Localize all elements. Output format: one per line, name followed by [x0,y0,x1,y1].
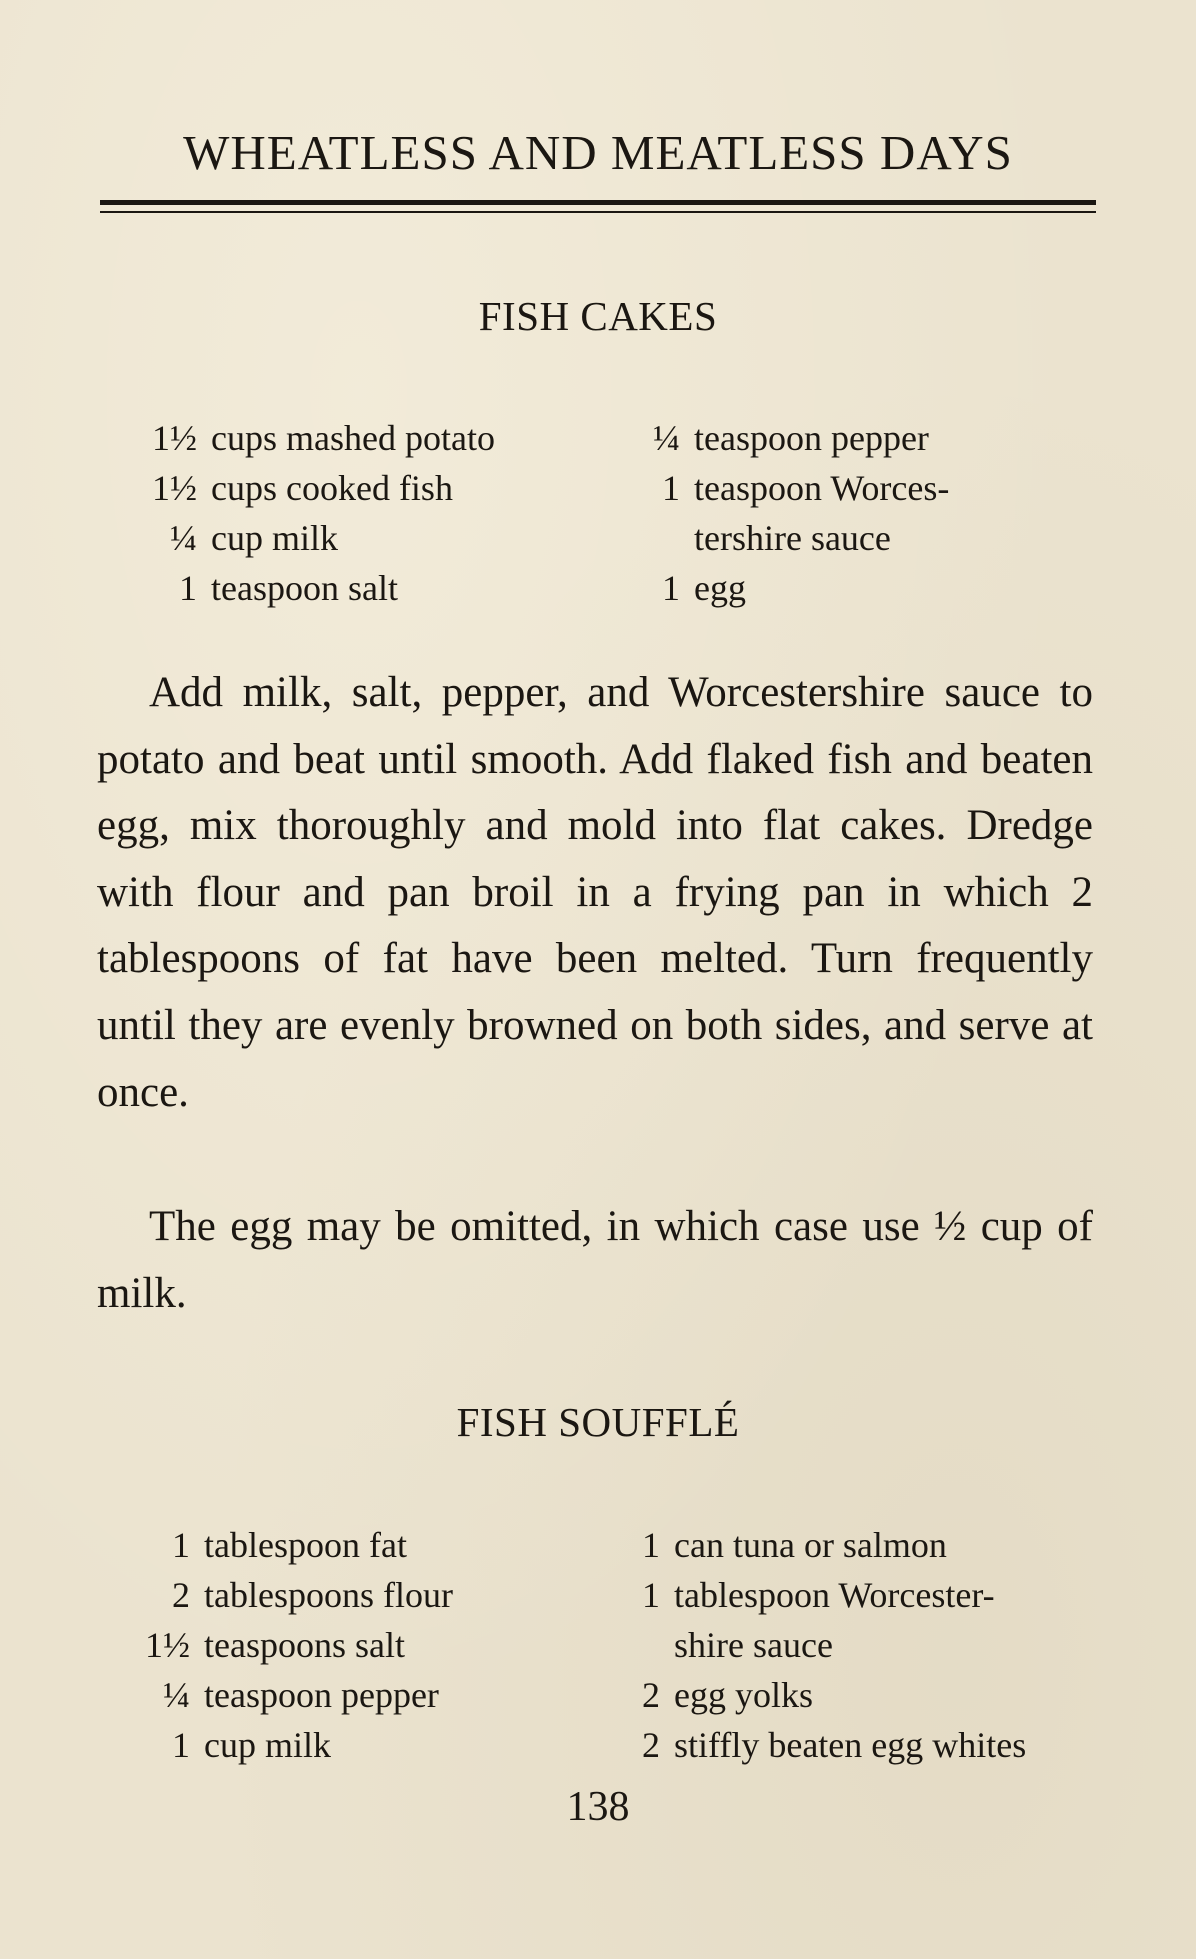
ingredient-quantity: 1 [172,1725,190,1765]
ingredient-quantity: 2 [642,1675,660,1715]
fish-cakes-ingredients-left [145,413,495,613]
ingredient-quantity: 1 [642,1525,660,1565]
ingredient-text: egg [694,568,746,608]
ingredient-text: teaspoon salt [211,568,398,608]
ingredient-row [626,1670,1026,1720]
ingredient-row [140,1620,453,1670]
ingredient-row [145,463,495,513]
ingredient-row [626,1520,1026,1570]
ingredient-text: shire sauce [674,1625,833,1665]
fish-souffle-title: FISH SOUFFLÉ [456,1399,740,1445]
ingredient-text: egg yolks [674,1675,813,1715]
ingredient-text: tablespoons flour [204,1575,453,1615]
ingredient-row [140,1670,453,1720]
ingredient-quantity: 1½ [145,1625,190,1665]
ingredient-quantity: 2 [642,1725,660,1765]
ingredient-row [145,413,495,463]
header-rule-thin [100,211,1096,213]
fish-cakes-note [97,1194,1093,1327]
fish-cakes-title: FISH CAKES [478,293,718,339]
ingredient-text: cup milk [204,1725,331,1765]
ingredient-row [640,513,949,563]
ingredient-text: tershire sauce [694,518,891,558]
ingredient-quantity: 1 [172,1525,190,1565]
ingredient-text: tablespoon fat [204,1525,407,1565]
ingredient-quantity: 1 [642,1575,660,1615]
ingredient-quantity [626,1620,674,1670]
ingredient-text: teaspoons salt [204,1625,405,1665]
ingredient-row [140,1570,453,1620]
ingredient-quantity: 1 [662,468,680,508]
ingredient-text: stiffly beaten egg whites [674,1725,1027,1765]
ingredient-row [626,1570,1026,1620]
ingredient-quantity: 2 [172,1575,190,1615]
ingredient-quantity: 1 [179,568,197,608]
ingredient-row [626,1620,1026,1670]
ingredient-text: cups cooked fish [211,468,453,508]
fish-cakes-directions-text: Add milk, salt, pepper, and Worcestershire sauce to potato and beat until smooth. Add flaked fish and beaten egg, mix thoroughly and mold into flat cakes. Dredge with flour and pan broil in a frying pan in which 2 tablespoons of fat have been melted. Turn frequently until they are evenly browned on both sides, and serve at once. [97,669,1093,1116]
ingredient-text: can tuna or salmon [674,1525,947,1565]
fish-souffle-ingredients-left [140,1520,453,1770]
ingredient-row [140,1520,453,1570]
ingredient-text: tablespoon Worcester- [674,1575,995,1615]
header-rule-thick [100,200,1096,205]
fish-cakes-directions [97,660,1093,1126]
ingredient-text: teaspoon pepper [204,1675,439,1715]
page-number: 138 [566,1784,630,1830]
ingredient-row [145,513,495,563]
ingredient-text: teaspoon Worces- [694,468,950,508]
ingredient-text: cups mashed potato [211,418,495,458]
ingredient-quantity: 1½ [152,418,197,458]
fish-cakes-note-text: The egg may be omitted, in which case use ½ cup of milk. [97,1203,1093,1317]
ingredient-quantity: ¼ [170,518,197,558]
ingredient-row [640,413,949,463]
ingredient-row [640,563,949,613]
ingredient-text: teaspoon pepper [694,418,929,458]
ingredient-quantity: 1 [662,568,680,608]
ingredient-quantity: ¼ [163,1675,190,1715]
ingredient-text: cup milk [211,518,338,558]
ingredient-row [145,563,495,613]
fish-cakes-ingredients-right [640,413,949,613]
ingredient-row [640,463,949,513]
running-head: WHEATLESS AND MEATLESS DAYS [183,125,1013,180]
ingredient-row [626,1720,1026,1770]
ingredient-quantity [640,513,694,563]
ingredient-row [140,1720,453,1770]
ingredient-quantity: ¼ [653,418,680,458]
ingredient-quantity: 1½ [152,468,197,508]
fish-souffle-ingredients-right [626,1520,1026,1770]
